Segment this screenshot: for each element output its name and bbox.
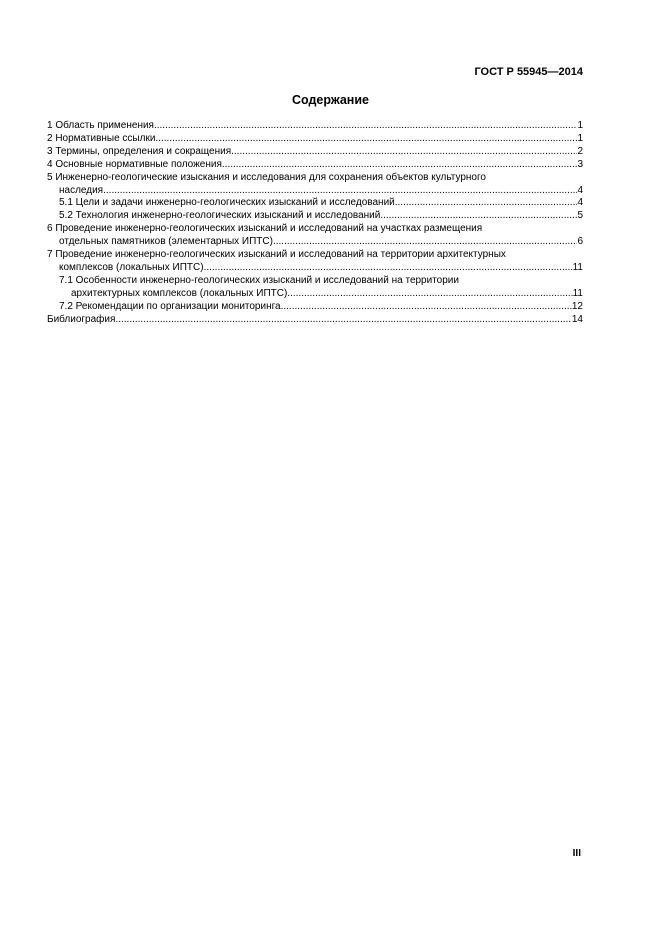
toc-leader-dots: [395, 197, 578, 210]
toc-entry-row: [47, 236, 583, 249]
toc-entry-label: наследия: [59, 184, 104, 196]
toc-leader-dots: [380, 210, 577, 223]
toc-page-number: 6: [577, 236, 583, 248]
toc-entry[interactable]: [47, 120, 583, 133]
toc-entry-row: [47, 133, 583, 146]
toc-entry-row: [59, 210, 583, 223]
toc-page-number: 11: [572, 261, 583, 273]
toc-leader-dots: [115, 314, 571, 327]
toc-entry-label: архитектурных комплексов (локальных ИПТС): [71, 287, 288, 299]
toc-leader-dots: [231, 146, 577, 159]
toc-page-number: 4: [577, 184, 583, 196]
toc-leader-dots: [222, 159, 578, 172]
toc-entry-row: [47, 262, 583, 275]
toc-entry-label: 7.2 Рекомендации по организации мониторинга: [59, 300, 281, 312]
toc-entry-row: [47, 146, 583, 159]
toc-entry-row: [47, 185, 583, 198]
toc-entry-row: [47, 159, 583, 172]
toc-entry-row: [59, 288, 583, 301]
toc-entry[interactable]: [47, 249, 583, 275]
toc-entry-row: [59, 301, 583, 314]
toc-leader-dots: [281, 301, 572, 314]
toc-entry-label: 5.2 Технология инженерно-геологических изысканий и исследований: [59, 210, 381, 222]
toc-entry-label: 5.1 Цели и задачи инженерно-геологических изысканий и исследований: [59, 197, 395, 209]
toc-page-number: 4: [577, 197, 583, 209]
toc-entry[interactable]: [47, 159, 583, 172]
toc-leader-dots: [287, 288, 572, 301]
toc-entry-line: 7 Проведение инженерно-геологических изысканий и исследований на территории архитектурных: [47, 249, 506, 261]
toc-entry[interactable]: [47, 314, 583, 327]
toc-leader-dots: [204, 262, 573, 275]
toc-leader-dots: [155, 133, 577, 146]
toc-page-number: 12: [571, 300, 583, 312]
table-of-contents: [47, 120, 583, 327]
toc-entry-label: Библиография: [47, 313, 116, 325]
toc-leader-dots: [273, 236, 577, 249]
toc-entry[interactable]: [47, 210, 583, 223]
toc-page-number: 2: [577, 145, 583, 157]
toc-entry[interactable]: [47, 133, 583, 146]
toc-entry[interactable]: [47, 275, 583, 301]
toc-entry[interactable]: [47, 172, 583, 198]
toc-entry[interactable]: [47, 223, 583, 249]
toc-entry-label: 1 Область применения: [47, 120, 154, 131]
toc-entry[interactable]: [47, 146, 583, 159]
toc-entry-label: 2 Нормативные ссылки: [47, 132, 156, 144]
toc-entry-label: отдельных памятников (элементарных ИПТС): [59, 236, 273, 248]
toc-entry-label: комплексов (локальных ИПТС): [59, 261, 204, 273]
toc-entry-label: 3 Термины, определения и сокращения: [47, 145, 232, 157]
toc-leader-dots: [154, 120, 577, 133]
toc-entry[interactable]: [47, 197, 583, 210]
standard-code: ГОСТ Р 55945—2014: [474, 66, 583, 78]
toc-page-number: 3: [577, 158, 583, 170]
toc-entry-row: [59, 197, 583, 210]
toc-entry-row: [47, 314, 583, 327]
page-title: Содержание: [291, 93, 369, 107]
toc-entry[interactable]: [47, 301, 583, 314]
toc-page-number: 5: [577, 210, 583, 222]
toc-entry-line: 6 Проведение инженерно-геологических изысканий и исследований на участках размещения: [47, 223, 483, 235]
toc-page-number: 1: [577, 132, 583, 144]
toc-entry-line: 7.1 Особенности инженерно-геологических изысканий и исследований на территории: [59, 274, 459, 286]
toc-entry-line: 5 Инженерно-геологические изыскания и исследования для сохранения объектов культурного: [47, 171, 486, 183]
page-number: III: [572, 848, 581, 859]
toc-page-number: 11: [572, 287, 583, 299]
toc-page-number: 1: [577, 120, 583, 131]
toc-leader-dots: [103, 185, 577, 198]
toc-entry-row: [47, 120, 583, 133]
toc-entry-label: 4 Основные нормативные положения: [47, 158, 222, 170]
toc-page-number: 14: [571, 313, 583, 325]
